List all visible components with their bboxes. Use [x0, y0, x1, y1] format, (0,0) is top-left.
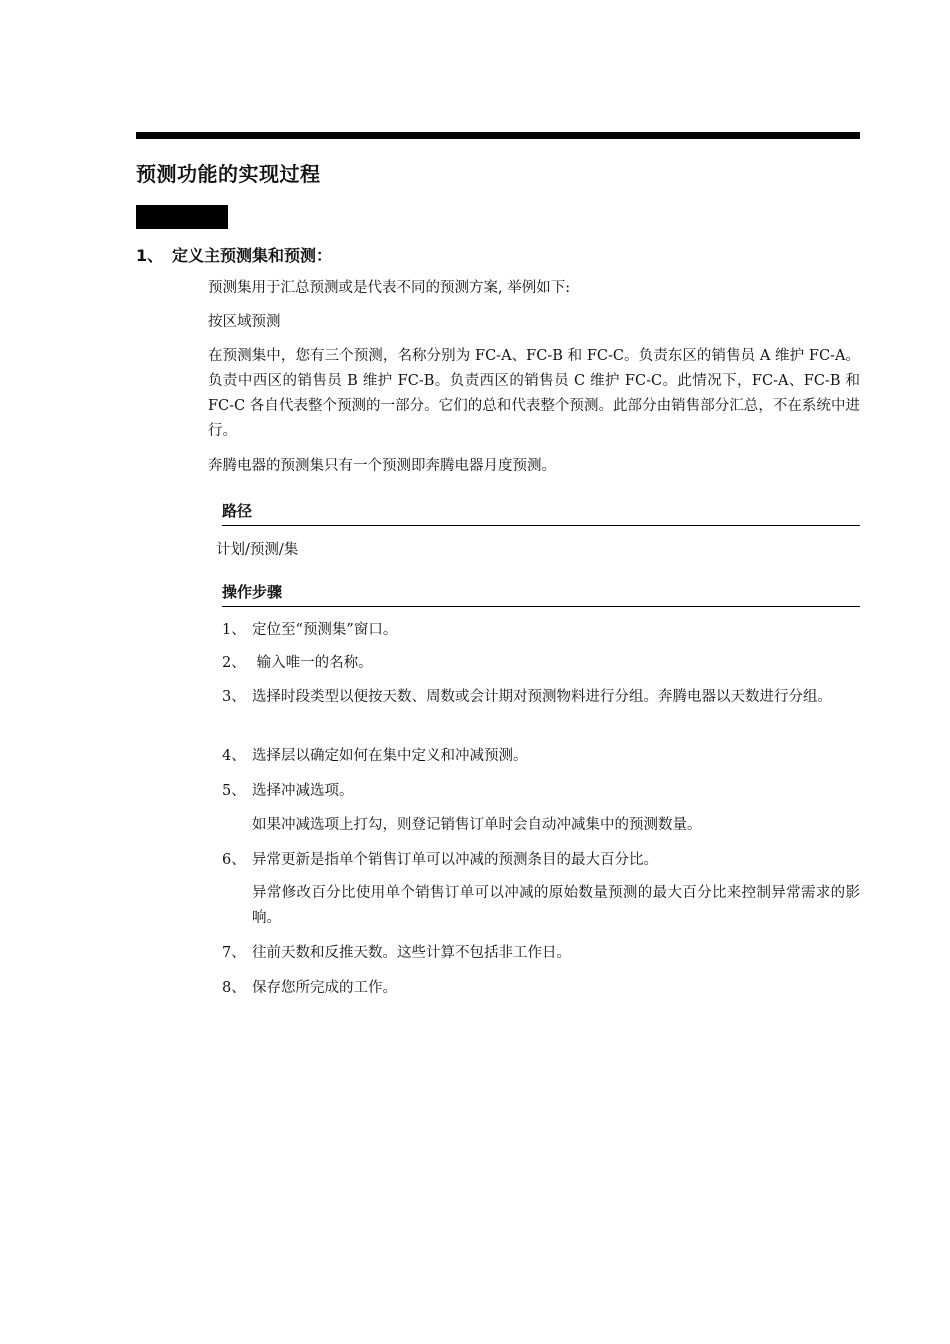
header-rule: [136, 132, 860, 139]
step-text: 输入唯一的名称。: [252, 655, 373, 671]
step-number: 7、: [222, 945, 246, 961]
step-item: [222, 779, 860, 804]
step-number: 3、: [222, 689, 246, 705]
page-title: 预测功能的实现过程: [136, 162, 321, 186]
section-number: 1、: [136, 246, 164, 265]
step-note: 异常修改百分比使用单个销售订单可以冲减的原始数量预测的最大百分比来控制异常需求的影响。: [252, 885, 860, 926]
step-number: 5、: [222, 783, 246, 799]
step-text: 异常更新是指单个销售订单可以冲减的预测条目的最大百分比。: [252, 852, 658, 868]
step-number: 2、: [222, 655, 246, 671]
steps-heading: 操作步骤: [222, 581, 860, 607]
step-number: 8、: [222, 980, 246, 996]
step-text: 往前天数和反推天数。这些计算不包括非工作日。: [252, 945, 571, 961]
example-label: 按区域预测: [208, 314, 281, 330]
section-title: 定义主预测集和预测：: [172, 246, 333, 265]
redacted-tab-block: [136, 205, 228, 229]
step-item: [222, 976, 860, 1001]
navigation-path: 计划/预测/集: [216, 542, 299, 558]
step-note: 如果冲减选项上打勾，则登记销售订单时会自动冲减集中的预测数量。: [252, 817, 702, 833]
step-item: [222, 651, 860, 676]
step-text: 保存您所完成的工作。: [252, 980, 397, 996]
step-text: 定位至“预测集”窗口。: [252, 622, 398, 638]
section-heading: [136, 243, 332, 266]
step-item: [222, 848, 860, 873]
step-number: 4、: [222, 748, 246, 764]
company-note-paragraph: 奔腾电器的预测集只有一个预测即奔腾电器月度预测。: [208, 458, 556, 474]
path-heading: 路径: [222, 500, 860, 526]
step-text: 选择冲减选项。: [252, 783, 354, 799]
step-item: [222, 618, 860, 643]
step-number: 1、: [222, 622, 246, 638]
example-paragraph: 在预测集中，您有三个预测，名称分别为 FC-A、FC-B 和 FC-C。负责东区的销售员 A 维护 FC-A。负责中西区的销售员 B 维护 FC-B。负责西区的销售员 C 维护 FC-C。此情况下，FC-A、FC-B 和 FC-C 各自代表整个预测的一部分。它们的总和代表整个预测。此部分由销售部分汇总，不在系统中进行。: [208, 348, 860, 439]
intro-paragraph: 预测集用于汇总预测或是代表不同的预测方案, 举例如下:: [208, 280, 571, 296]
step-item: [222, 941, 860, 966]
step-number: 6、: [222, 852, 246, 868]
step-text: 选择时段类型以便按天数、周数或会计期对预测物料进行分组。奔腾电器以天数进行分组。: [252, 689, 832, 705]
step-item: [222, 685, 860, 710]
step-text: 选择层以确定如何在集中定义和冲减预测。: [252, 748, 528, 764]
step-item: [222, 744, 860, 769]
